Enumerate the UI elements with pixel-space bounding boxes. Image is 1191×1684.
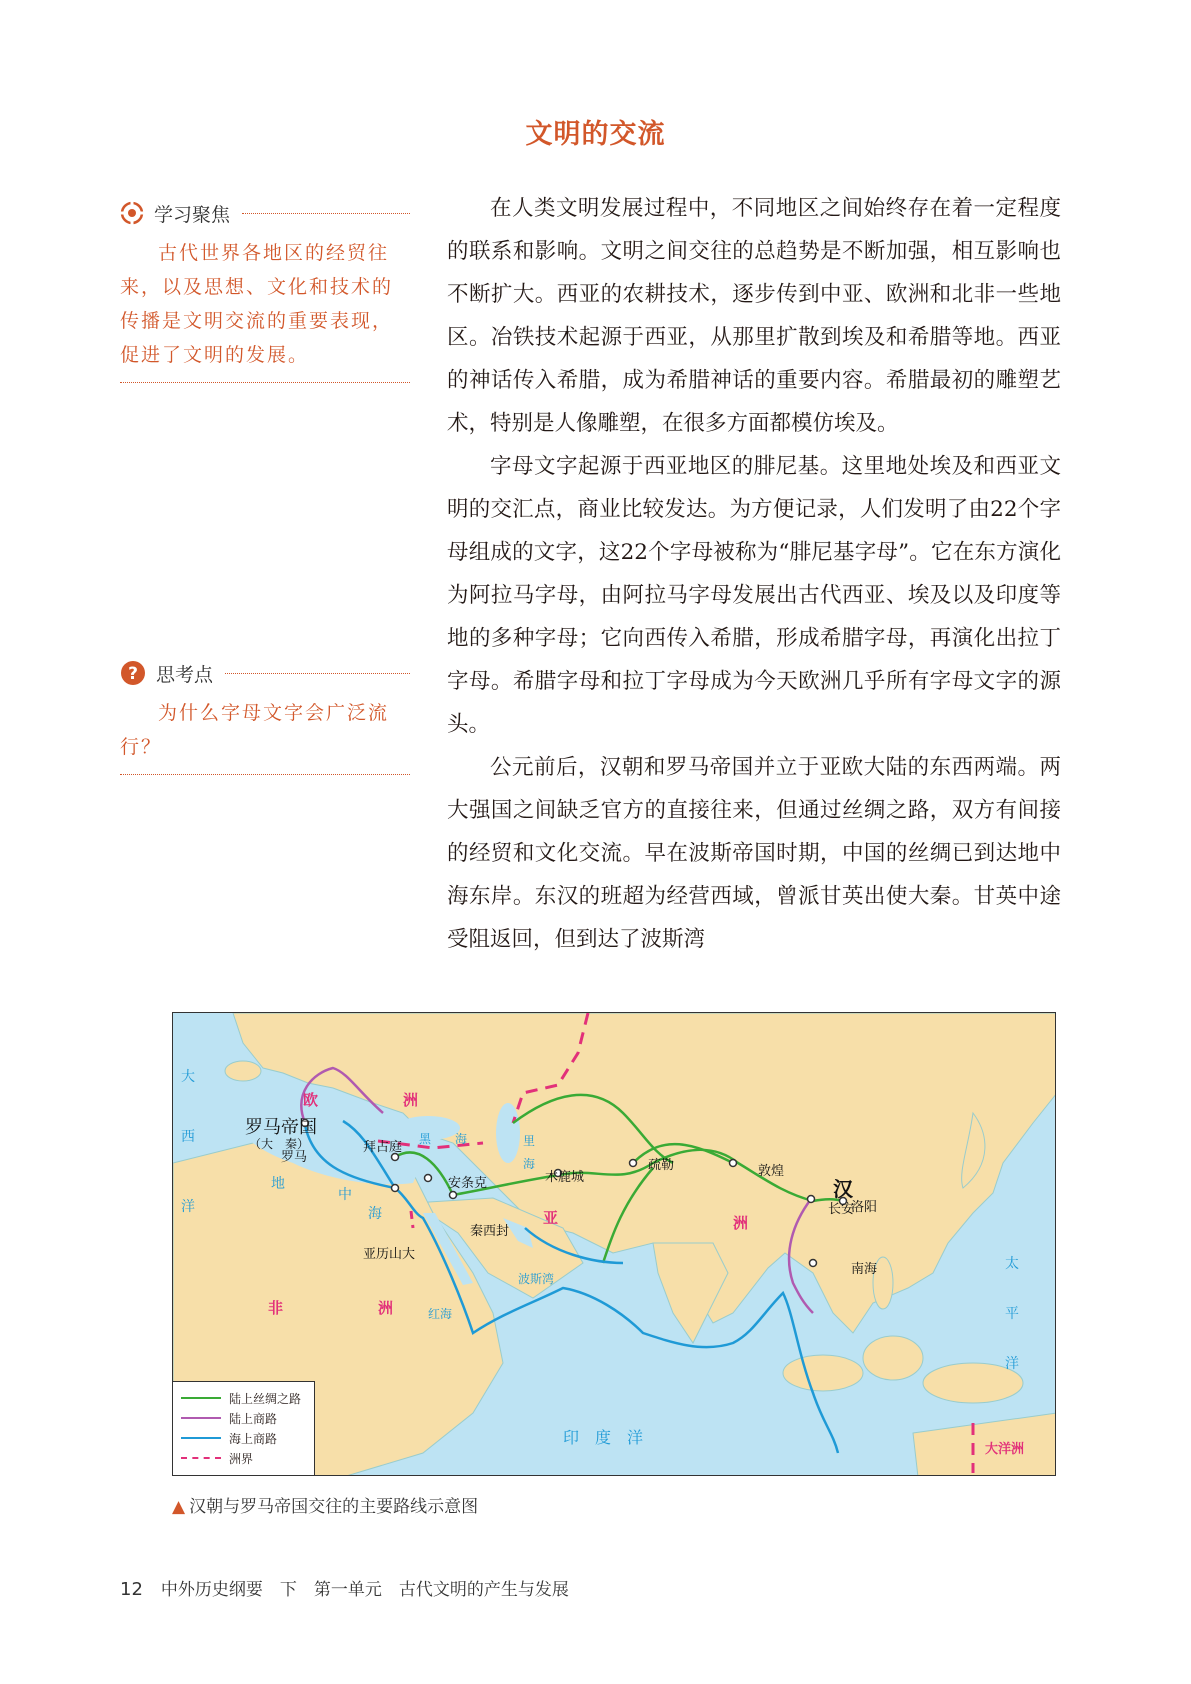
map-legend <box>173 1381 315 1475</box>
svg-text:?: ? <box>128 664 138 684</box>
think-point-box <box>120 658 410 775</box>
page-footer <box>120 1575 569 1600</box>
divider <box>225 673 410 674</box>
empire-label: 罗马帝国 <box>245 1117 317 1138</box>
legend-swatch <box>181 1437 221 1439</box>
legend-item <box>181 1428 306 1448</box>
route-map <box>172 1012 1056 1476</box>
city-label: 安条克 <box>448 1176 488 1191</box>
question-icon <box>120 660 146 686</box>
legend-label: 海上商路 <box>229 1431 278 1446</box>
continent-label: 洲 <box>733 1214 749 1232</box>
city-label: 南海 <box>851 1262 878 1277</box>
continent-label: 非 <box>268 1299 284 1317</box>
continent-label: 大洋洲 <box>985 1442 1025 1457</box>
city-label: 洛阳 <box>851 1200 878 1215</box>
empire-label: （大 秦） <box>249 1137 310 1151</box>
continent-label: 洲 <box>378 1299 394 1317</box>
target-icon <box>120 201 144 225</box>
legend-swatch <box>181 1417 221 1419</box>
paragraph: 在人类文明发展过程中，不同地区之间始终存在着一定程度的联系和影响。文明之间交往的总趋势是不断加强，相互影响也不断扩大。西亚的农耕技术，逐步传到中亚、欧洲和北非一些地区。冶铁技术起源于西亚，从那里扩散到埃及和希腊等地。西亚的神话传入希腊，成为希腊神话的重要内容。希腊最初的雕塑艺术，特别是人像雕塑，在很多方面都模仿埃及。 <box>447 196 1061 436</box>
legend-swatch <box>181 1457 221 1459</box>
sea-label: 黑 <box>419 1132 432 1146</box>
city-label: 疏勒 <box>648 1158 675 1173</box>
city-label: 亚历山大 <box>363 1247 416 1262</box>
divider <box>120 382 410 383</box>
main-text <box>447 187 1061 961</box>
footer-text: 中外历史纲要 下 第一单元 古代文明的产生与发展 <box>160 1580 569 1600</box>
continent-label: 欧 <box>303 1091 319 1109</box>
ocean-label: 平 <box>1005 1306 1019 1322</box>
caption-text: 汉朝与罗马帝国交往的主要路线示意图 <box>189 1497 479 1517</box>
think-point-text: 为什么字母文字会广泛流行？ <box>120 702 390 758</box>
legend-label: 陆上丝绸之路 <box>229 1391 302 1406</box>
ocean-label: 洋 <box>181 1199 195 1215</box>
sea-label: 地 <box>271 1176 285 1192</box>
triangle-icon: ▲ <box>172 1497 186 1517</box>
city-label: 木鹿城 <box>545 1170 585 1185</box>
legend-item <box>181 1388 306 1408</box>
divider <box>242 213 410 214</box>
empire-label: 汉 <box>833 1177 853 1201</box>
paragraph: 公元前后，汉朝和罗马帝国并立于亚欧大陆的东西两端。两大强国之间缺乏官方的直接往来，但通过丝绸之路，双方有间接的经贸和文化交流。早在波斯帝国时期，中国的丝绸已到达地中海东岸。东汉的班超为经营西域，曾派甘英出使大秦。甘英中途受阻返回，但到达了波斯湾 <box>447 755 1061 952</box>
sea-label: 红海 <box>428 1307 453 1321</box>
city-label: 敦煌 <box>758 1164 785 1179</box>
legend-swatch <box>181 1397 221 1399</box>
sea-label: 中 <box>338 1187 352 1203</box>
legend-label: 陆上商路 <box>229 1411 278 1426</box>
page-number: 12 <box>120 1579 143 1600</box>
legend-label: 洲界 <box>229 1451 254 1466</box>
study-focus-label: 学习聚焦 <box>154 203 231 226</box>
ocean-label: 太 <box>1005 1256 1019 1272</box>
ocean-label: 大 <box>181 1069 195 1085</box>
city-label: 秦西封 <box>470 1224 510 1239</box>
ocean-label: 洋 <box>1005 1356 1019 1372</box>
sea-label: 海 <box>368 1206 382 1222</box>
page-title: 文明的交流 <box>525 119 666 150</box>
city-label: 长安 <box>828 1202 855 1217</box>
sea-label: 海 <box>455 1132 468 1146</box>
sea-label: 海 <box>523 1157 536 1171</box>
figure-caption <box>172 1492 478 1517</box>
legend-item <box>181 1408 306 1428</box>
think-point-label: 思考点 <box>156 663 214 686</box>
legend-item <box>181 1448 306 1468</box>
sea-label: 波斯湾 <box>518 1272 555 1286</box>
study-focus-text: 古代世界各地区的经贸往来，以及思想、文化和技术的传播是文明交流的重要表现，促进了文明的发展。 <box>120 242 394 366</box>
continent-label: 亚 <box>543 1209 559 1227</box>
ocean-label: 西 <box>181 1129 195 1145</box>
city-label: 拜占庭 <box>363 1140 403 1155</box>
divider <box>120 774 410 775</box>
city-label: 罗马 <box>281 1150 308 1165</box>
ocean-label: 印 度 洋 <box>563 1428 644 1447</box>
continent-label: 洲 <box>403 1091 419 1109</box>
study-focus-box <box>120 198 410 383</box>
sea-label: 里 <box>523 1134 536 1148</box>
paragraph: 字母文字起源于西亚地区的腓尼基。这里地处埃及和西亚文明的交汇点，商业比较发达。为方便记录，人们发明了由22个字母组成的文字，这22个字母被称为“腓尼基字母”。它在东方演化为阿拉马字母，由阿拉马字母发展出古代西亚、埃及以及印度等地的多种字母；它向西传入希腊，形成希腊字母，再演化出拉丁字母。希腊字母和拉丁字母成为今天欧洲几乎所有字母文字的源头。 <box>447 454 1061 737</box>
